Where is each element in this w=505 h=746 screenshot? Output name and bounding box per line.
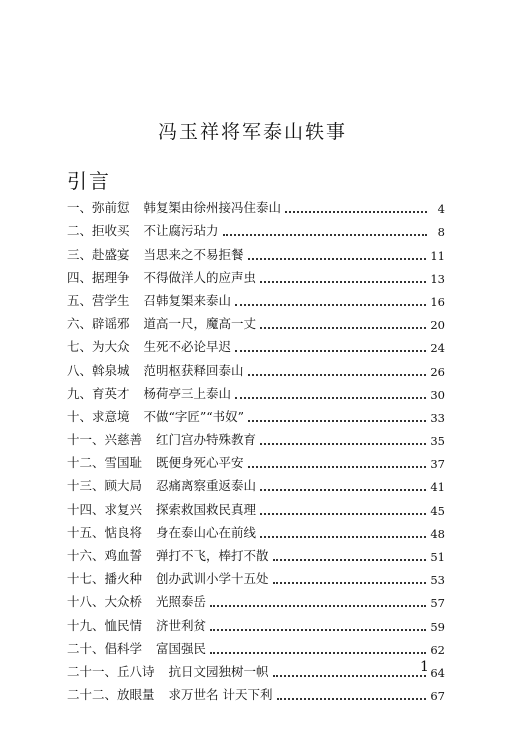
toc-entry-title: 韩复榘由徐州接冯住泰山 xyxy=(143,200,282,216)
toc-entry xyxy=(67,518,445,541)
toc-entry-label: 一、弥前愆 xyxy=(67,200,130,216)
toc-entry-title: 济世利贫 xyxy=(156,617,207,633)
toc-entry xyxy=(67,494,445,517)
toc-entry xyxy=(67,239,445,262)
toc-entry-label: 十三、顾大局 xyxy=(67,478,143,494)
toc-entry-title: 不让腐污玷力 xyxy=(143,223,219,239)
toc-entry xyxy=(67,216,445,239)
toc-dot-leader xyxy=(210,652,426,654)
toc-dot-leader xyxy=(248,420,426,422)
toc-entry-label: 三、赴盛宴 xyxy=(67,246,130,262)
intro-heading: 引言 xyxy=(67,169,111,193)
toc-entry-title: 范明枢获释回泰山 xyxy=(143,362,244,378)
toc-entry-page: 20 xyxy=(430,318,445,333)
toc-entry-page: 59 xyxy=(430,619,445,634)
toc-entry-label: 十二、雪国耻 xyxy=(67,455,143,471)
toc-entry-page: 67 xyxy=(430,689,445,704)
toc-entry-title: 忍痛离察重返泰山 xyxy=(156,478,257,494)
toc-entry-title: 不得做洋人的应声虫 xyxy=(143,269,257,285)
toc-dot-leader xyxy=(285,211,427,213)
toc-entry-title: 道高一尺，魔高一丈 xyxy=(143,316,257,332)
book-title: 冯玉祥将军泰山轶事 xyxy=(157,121,347,143)
toc-entry xyxy=(67,425,445,448)
toc-entry-title: 当思来之不易拒餐 xyxy=(143,246,244,262)
toc-entry-title: 探索救国救民真理 xyxy=(156,501,257,517)
toc-entry-label: 五、营学生 xyxy=(67,292,130,308)
toc-entry-label: 九、育英才 xyxy=(67,385,130,401)
toc-entry xyxy=(67,263,445,286)
toc-entry-label: 六、辟谣邪 xyxy=(67,316,130,332)
toc-entry-label: 二十二、放眼量 xyxy=(67,687,155,703)
toc-entry-page: 48 xyxy=(430,526,445,541)
toc-entry xyxy=(67,332,445,355)
toc-dot-leader xyxy=(273,582,427,584)
toc-entry xyxy=(67,471,445,494)
toc-entry-page: 41 xyxy=(430,480,445,495)
toc-entry-title: 红门宫办特殊教育 xyxy=(156,432,257,448)
toc-entry-title: 创办武训小学十五处 xyxy=(156,571,269,587)
toc-entry-page: 16 xyxy=(430,294,445,309)
toc-entry-title: 杨荷亭三上泰山 xyxy=(143,385,232,401)
table-of-contents xyxy=(67,193,445,703)
toc-entry-page: 35 xyxy=(430,434,445,449)
toc-entry-label: 十六、鸡血誓 xyxy=(67,548,143,563)
toc-entry xyxy=(67,680,445,703)
toc-entry xyxy=(67,657,445,680)
toc-dot-leader xyxy=(260,281,426,283)
toc-entry-page: 37 xyxy=(430,457,445,472)
toc-entry-page: 30 xyxy=(430,387,445,402)
toc-entry-page: 53 xyxy=(430,573,445,588)
toc-entry xyxy=(67,634,445,657)
toc-entry-label: 十五、惦良将 xyxy=(67,524,143,540)
toc-entry xyxy=(67,587,445,610)
toc-entry-page: 57 xyxy=(430,596,445,611)
toc-entry xyxy=(67,541,445,564)
toc-entry-label: 七、为大众 xyxy=(67,339,130,355)
toc-entry xyxy=(67,286,445,309)
toc-entry-title: 既便身死心平安 xyxy=(156,455,244,471)
toc-dot-leader xyxy=(260,443,426,445)
toc-entry-page: 45 xyxy=(430,503,445,518)
toc-entry-title: 求万世名 计天下利 xyxy=(168,687,273,703)
toc-dot-leader xyxy=(235,397,426,399)
toc-dot-leader xyxy=(248,466,427,468)
toc-entry-label: 十一、兴慈善 xyxy=(67,432,143,448)
toc-entry-label: 八、斡泉城 xyxy=(67,362,130,378)
toc-entry-title: 召韩复榘来泰山 xyxy=(143,292,232,308)
toc-entry-page: 11 xyxy=(430,248,445,263)
toc-dot-leader xyxy=(273,559,427,561)
toc-entry xyxy=(67,610,445,633)
toc-dot-leader xyxy=(248,374,427,376)
toc-entry-page: 51 xyxy=(430,550,445,564)
toc-dot-leader xyxy=(223,234,427,236)
toc-dot-leader xyxy=(260,513,426,515)
toc-entry-page: 8 xyxy=(437,225,445,240)
toc-entry-label: 十四、求复兴 xyxy=(67,501,143,517)
toc-dot-leader xyxy=(210,605,426,607)
toc-entry-title: 抗日文园独树一帜 xyxy=(168,663,269,679)
toc-dot-leader xyxy=(273,675,427,677)
toc-dot-leader xyxy=(248,258,427,260)
toc-dot-leader xyxy=(210,629,426,631)
toc-entry-label: 二十一、丘八诗 xyxy=(67,663,155,679)
toc-dot-leader xyxy=(260,327,426,329)
toc-dot-leader xyxy=(260,536,426,538)
toc-entry-title: 不做“字匠”“书奴” xyxy=(143,408,245,424)
toc-entry-label: 十九、恤民情 xyxy=(67,617,143,633)
toc-entry-page: 62 xyxy=(430,642,445,657)
toc-entry-page: 26 xyxy=(430,364,445,379)
toc-entry xyxy=(67,402,445,425)
toc-entry xyxy=(67,448,445,471)
toc-dot-leader xyxy=(235,304,426,306)
toc-entry-label: 二十、倡科学 xyxy=(67,640,143,656)
toc-entry xyxy=(67,309,445,332)
toc-entry-title: 光照泰岳 xyxy=(156,594,207,610)
toc-entry-page: 4 xyxy=(437,202,445,217)
toc-entry-label: 十八、大众桥 xyxy=(67,594,143,610)
page-number: 1 xyxy=(420,659,429,675)
toc-dot-leader xyxy=(277,698,427,700)
toc-entry-page: 64 xyxy=(430,665,445,680)
toc-entry-page: 13 xyxy=(430,271,445,286)
toc-entry-title: 弹打不飞，棒打不散 xyxy=(156,548,269,563)
toc-entry-label: 十七、播火种 xyxy=(67,571,143,587)
toc-entry-title: 生死不必论早迟 xyxy=(143,339,232,355)
toc-entry-label: 四、据理争 xyxy=(67,269,130,285)
toc-dot-leader xyxy=(235,350,426,352)
toc-entry-page: 24 xyxy=(430,341,445,356)
toc-entry xyxy=(67,564,445,587)
toc-entry-label: 二、拒收买 xyxy=(67,223,130,239)
toc-entry xyxy=(67,193,445,216)
toc-entry-page: 33 xyxy=(430,410,445,425)
toc-entry-label: 十、求意境 xyxy=(67,408,130,424)
toc-dot-leader xyxy=(260,489,426,491)
toc-entry-title: 身在泰山心在前线 xyxy=(156,524,257,540)
toc-entry-title: 富国强民 xyxy=(156,640,207,656)
toc-entry xyxy=(67,379,445,402)
toc-entry xyxy=(67,355,445,378)
